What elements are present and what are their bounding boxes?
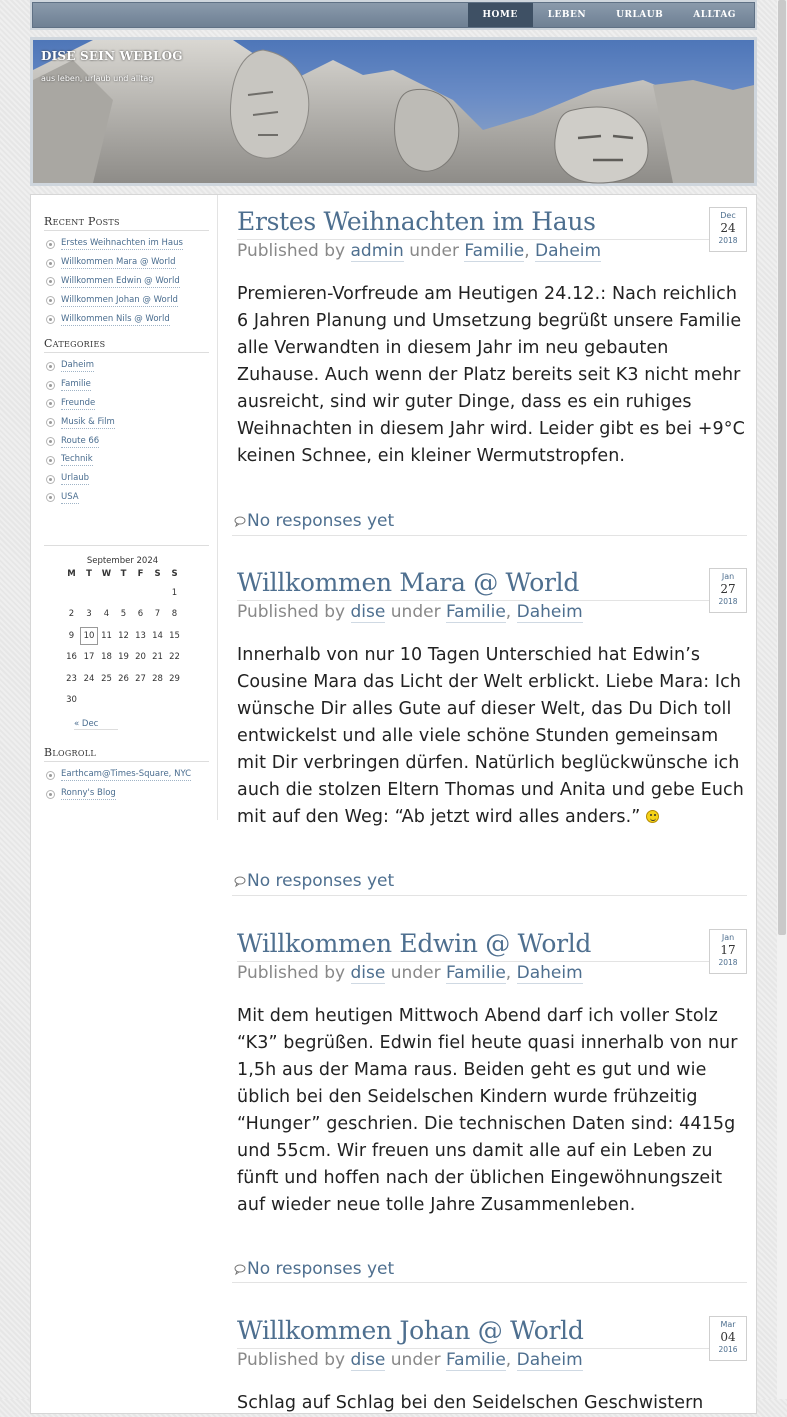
bullet-icon — [46, 418, 55, 427]
meta-comma: , — [505, 1350, 512, 1370]
calendar-day: 20 — [135, 652, 146, 663]
calendar-day: 24 — [83, 673, 95, 684]
calendar-day: 21 — [152, 652, 163, 663]
bullet-icon — [46, 771, 55, 780]
recent-post-link[interactable]: Erstes Weihnachten im Haus — [61, 238, 183, 249]
post-date-badge — [709, 1316, 747, 1361]
calendar-empty-day — [98, 690, 115, 712]
post-title[interactable]: Willkommen Johan @ World — [237, 1316, 584, 1345]
post-separator — [232, 535, 747, 536]
calendar-widget — [44, 545, 209, 804]
scrollbar-thumb[interactable] — [778, 0, 786, 935]
category-link[interactable]: Urlaub — [61, 473, 90, 484]
post-date-badge — [709, 568, 747, 613]
calendar-week-row — [63, 668, 183, 690]
date-day: 27 — [720, 582, 736, 596]
calendar-weekday-row — [63, 566, 183, 582]
post-body: Schlag auf Schlag bei den Seidelschen Geschwistern — [237, 1393, 704, 1413]
main-navigation — [30, 0, 757, 30]
post-body: Premieren-Vorfreude am Heutigen 24.12.: Nach reichlich 6 Jahren Planung und Umsetzung begrüßt unsere Familie alle Verwandten in diesem Jahr im neu gebauten Zuhause. Auch wenn der Platz bereits seit K3 nicht mehr ausreicht, sind wir guter Dinge, dass es ein ruhiges Weihnachten in diesem Jahr wird. Leider gibt es bei +9°C keinen Schnee, ein kleiner Wermutstropfen. — [237, 284, 745, 466]
weekday: M — [67, 569, 76, 579]
smiley-icon — [646, 810, 659, 823]
calendar-today: 10 — [80, 627, 98, 645]
meta-published-by: Published by — [237, 963, 346, 983]
calendar-day: 1 — [171, 587, 178, 598]
title-underline — [237, 239, 712, 240]
bullet-icon — [46, 493, 55, 502]
post-meta — [237, 1350, 583, 1370]
post-category-link[interactable]: Familie — [464, 241, 525, 261]
bullet-icon — [46, 790, 55, 799]
post-category-link[interactable]: Daheim — [516, 1350, 583, 1370]
content-panel — [30, 194, 757, 1414]
category-item[interactable] — [44, 470, 209, 489]
calendar-day: 26 — [118, 673, 129, 684]
nav-item-urlaub[interactable]: URLAUB — [616, 10, 664, 20]
post-separator — [232, 895, 747, 896]
date-day: 04 — [720, 1330, 736, 1344]
post-author-link[interactable]: admin — [350, 241, 404, 261]
calendar-day: 25 — [101, 673, 112, 684]
comments-label[interactable]: No responses yet — [247, 1259, 395, 1279]
recent-post-item[interactable] — [44, 235, 209, 254]
calendar-day: 3 — [86, 609, 92, 620]
post-category-link[interactable]: Daheim — [516, 602, 583, 622]
nav-item-leben[interactable]: LEBEN — [547, 10, 587, 20]
title-underline — [237, 600, 712, 601]
post — [232, 929, 747, 1289]
site-title[interactable]: DISE SEIN WEBLOG — [41, 49, 183, 63]
blogroll-list — [44, 766, 209, 804]
category-item[interactable] — [44, 376, 209, 395]
post-category-link[interactable]: Familie — [445, 963, 506, 983]
meta-published-by: Published by — [237, 241, 346, 261]
meta-published-by: Published by — [237, 1350, 346, 1370]
recent-post-item[interactable] — [44, 273, 209, 292]
recent-post-item[interactable] — [44, 254, 209, 273]
categories-title: Categories — [44, 337, 209, 353]
category-item[interactable] — [44, 395, 209, 414]
bullet-icon — [46, 437, 55, 446]
calendar-week-row — [63, 647, 183, 669]
recent-post-link[interactable]: Willkommen Edwin @ World — [61, 275, 180, 286]
blogroll-link[interactable]: Ronny's Blog — [61, 788, 116, 799]
calendar-day: 7 — [154, 609, 161, 620]
calendar-day: 29 — [169, 673, 180, 684]
title-underline — [237, 1348, 712, 1349]
comments-link[interactable] — [234, 871, 394, 891]
weekday: T — [120, 569, 127, 579]
post-author-link[interactable]: dise — [350, 1350, 386, 1370]
calendar-empty-day — [115, 690, 132, 712]
bullet-icon — [46, 259, 55, 268]
weekday: S — [154, 569, 161, 579]
blogroll-title: Blogroll — [44, 746, 209, 762]
post — [232, 1316, 747, 1416]
meta-under: under — [390, 602, 441, 622]
comment-icon — [234, 1264, 246, 1274]
bullet-icon — [46, 399, 55, 408]
calendar-empty-day — [149, 690, 166, 712]
weekday: T — [86, 569, 92, 579]
recent-post-link[interactable]: Willkommen Johan @ World — [61, 294, 178, 305]
calendar-prev-link[interactable]: « Dec — [74, 719, 118, 730]
calendar-days — [63, 582, 183, 711]
category-link[interactable]: Musik & Film — [61, 416, 115, 427]
post-category-link[interactable]: Familie — [445, 602, 506, 622]
weekday: S — [171, 569, 178, 579]
post-category-link[interactable]: Familie — [445, 1350, 506, 1370]
calendar-empty-day — [98, 582, 115, 604]
category-link[interactable]: Daheim — [61, 360, 95, 371]
calendar-day — [80, 625, 98, 647]
category-item[interactable] — [44, 357, 209, 376]
recent-post-item[interactable] — [44, 291, 209, 310]
scrollbar[interactable] — [777, 0, 787, 1399]
calendar-empty-day — [115, 582, 132, 604]
calendar-day: 13 — [135, 630, 146, 641]
bullet-icon — [46, 296, 55, 305]
blogroll-link[interactable]: Earthcam@Times-Square, NYC — [61, 769, 192, 780]
post-date-badge — [709, 929, 747, 974]
comments-label[interactable]: No responses yet — [247, 511, 395, 531]
bullet-icon — [46, 240, 55, 249]
calendar-day: 16 — [66, 652, 77, 663]
meta-under: under — [409, 241, 459, 261]
calendar-empty-day — [132, 582, 149, 604]
date-month: Jan — [721, 933, 735, 942]
category-item[interactable] — [44, 413, 209, 432]
calendar-day: 27 — [135, 673, 146, 684]
date-month: Mar — [720, 1320, 736, 1329]
calendar-empty-day — [80, 582, 98, 604]
site-header — [30, 37, 757, 186]
sidebar-divider — [217, 195, 218, 820]
date-month: Dec — [720, 211, 736, 220]
calendar-day: 30 — [66, 695, 77, 706]
date-year: 2018 — [718, 236, 738, 245]
post-author-link[interactable]: dise — [350, 963, 386, 983]
date-year: 2018 — [718, 597, 738, 606]
site-description: aus leben, urlaub und alltag — [41, 74, 154, 83]
nav-bar-inner — [32, 2, 755, 28]
calendar-week-row — [63, 690, 183, 712]
bullet-icon — [46, 362, 55, 371]
calendar-day: 19 — [118, 652, 129, 663]
weekday: F — [137, 569, 144, 579]
bullet-icon — [46, 475, 55, 484]
meta-under: under — [390, 1350, 441, 1370]
sidebar — [44, 215, 209, 507]
calendar-table — [63, 566, 183, 711]
weekday: W — [101, 569, 112, 579]
post-title[interactable]: Willkommen Mara @ World — [237, 568, 580, 597]
calendar-day: 4 — [103, 609, 110, 620]
calendar-week-row — [63, 582, 183, 604]
nav-list — [468, 3, 751, 27]
category-item[interactable] — [44, 451, 209, 470]
calendar-day: 2 — [68, 609, 75, 620]
calendar-day: 9 — [68, 630, 75, 641]
calendar-day: 11 — [101, 630, 112, 641]
calendar-day: 23 — [66, 673, 77, 684]
meta-published-by: Published by — [237, 602, 346, 622]
blogroll-item[interactable] — [44, 785, 209, 804]
nav-item-alltag[interactable]: ALLTAG — [693, 10, 736, 20]
category-link[interactable]: USA — [61, 491, 79, 502]
post-category-link[interactable]: Daheim — [535, 241, 602, 261]
calendar-day: 5 — [120, 609, 127, 620]
recent-posts-list — [44, 235, 209, 329]
calendar-day: 14 — [152, 630, 163, 641]
comments-link[interactable] — [234, 1259, 394, 1279]
category-link[interactable]: Route 66 — [61, 435, 100, 446]
categories-list — [44, 357, 209, 507]
post — [232, 207, 747, 537]
nav-item-home[interactable]: HOME — [468, 3, 533, 27]
bullet-icon — [46, 277, 55, 286]
bullet-icon — [46, 315, 55, 324]
bullet-icon — [46, 456, 55, 465]
post-meta — [237, 963, 583, 983]
post-date-badge — [709, 207, 747, 252]
date-year: 2016 — [718, 1345, 738, 1354]
date-month: Jan — [721, 572, 735, 581]
calendar-day: 28 — [152, 673, 163, 684]
calendar-day: 17 — [83, 652, 95, 663]
category-link[interactable]: Familie — [61, 379, 91, 390]
calendar-day: 18 — [101, 652, 112, 663]
bullet-icon — [46, 381, 55, 390]
calendar-week-row — [63, 604, 183, 626]
comments-link[interactable] — [234, 511, 394, 531]
blogroll-item[interactable] — [44, 766, 209, 785]
recent-post-link[interactable]: Willkommen Mara @ World — [61, 257, 176, 268]
calendar-empty-day — [166, 690, 183, 712]
calendar-empty-day — [63, 582, 80, 604]
post-meta — [237, 602, 583, 622]
post-separator — [232, 1282, 747, 1283]
post-title[interactable]: Erstes Weihnachten im Haus — [237, 207, 596, 236]
category-link[interactable]: Freunde — [61, 397, 96, 408]
post-category-link[interactable]: Daheim — [516, 963, 583, 983]
recent-post-link[interactable]: Willkommen Nils @ World — [61, 313, 170, 324]
calendar-day: 12 — [118, 630, 129, 641]
meta-comma: , — [505, 602, 512, 622]
post — [232, 568, 747, 898]
post-author-link[interactable]: dise — [350, 602, 386, 622]
calendar-day: 8 — [171, 609, 178, 620]
post-body — [237, 642, 747, 831]
post-title[interactable]: Willkommen Edwin @ World — [237, 929, 592, 958]
category-item[interactable] — [44, 432, 209, 451]
title-underline — [237, 961, 712, 962]
calendar-caption: September 2024 — [86, 556, 159, 566]
calendar-empty-day — [80, 690, 98, 712]
recent-post-item[interactable] — [44, 310, 209, 329]
comment-icon — [234, 516, 246, 526]
post-meta — [237, 241, 601, 261]
meta-comma: , — [524, 241, 530, 261]
date-day: 24 — [720, 221, 736, 235]
date-year: 2018 — [718, 958, 738, 967]
calendar-empty-day — [132, 690, 149, 712]
calendar-day: 22 — [169, 652, 180, 663]
calendar-day: 15 — [169, 630, 180, 641]
comments-label[interactable]: No responses yet — [247, 871, 395, 891]
calendar-empty-day — [149, 582, 166, 604]
meta-comma: , — [505, 963, 512, 983]
comment-icon — [234, 876, 246, 886]
category-item[interactable] — [44, 489, 209, 508]
calendar-week-row — [63, 625, 183, 647]
recent-posts-title: Recent Posts — [44, 215, 209, 231]
header-image[interactable] — [33, 40, 754, 183]
post-body: Mit dem heutigen Mittwoch Abend darf ich voller Stolz “K3” begrüßen. Edwin fiel heute quasi innerhalb von nur 1,5h aus der Mama raus. Beiden geht es gut und wie üblich bei den Seidelschen Kindern wurde frühzeitig “Hunger” geschrien. Die technischen Daten sind: 4415g und 55cm. Wir freuen uns damit alle auf ein Leben zu fünft und hoffen nach der üblichen Eingewöhnungszeit auf wieder neue tolle Jahre Zusammenleben. — [237, 1006, 738, 1215]
post-body-text: Innerhalb von nur 10 Tagen Unterschied hat Edwin’s Cousine Mara das Licht der Welt erblickt. Liebe Mara: Ich wünsche Dir alles Gute auf dieser Welt, das Du Dich toll entwickelst und alle viele schöne Stunden gemeinsam mit Dir verbringen dürfen. Natürlich beglückwünsche ich auch die stolzen Eltern Thomas und Anita und gebe Euch mit auf den Weg: “Ab jetzt wird alles anders.” — [237, 645, 744, 827]
meta-under: under — [390, 963, 441, 983]
category-link[interactable]: Technik — [61, 454, 93, 465]
date-day: 17 — [720, 943, 736, 957]
calendar-day: 6 — [137, 609, 144, 620]
